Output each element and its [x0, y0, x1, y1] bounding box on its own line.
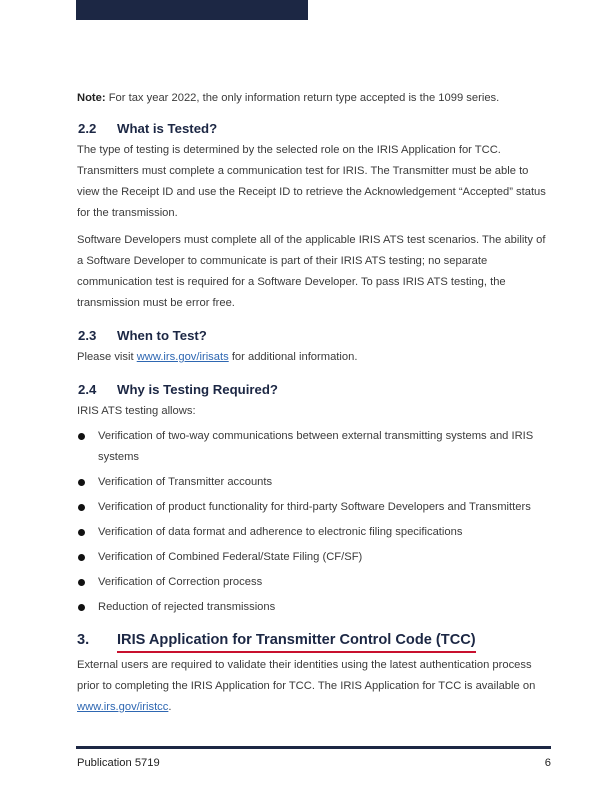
note-label: Note: — [77, 92, 106, 104]
section-2-3-heading — [78, 326, 547, 346]
section-number: 2.3 — [78, 328, 97, 343]
iristcc-link[interactable]: www.irs.gov/iristcc — [77, 701, 169, 713]
section-title: IRIS Application for Transmitter Control Code (TCC) — [117, 630, 476, 653]
section-number: 3. — [77, 632, 90, 648]
section-title: When to Test? — [117, 328, 207, 343]
list-item: Verification of two-way communications between external transmitting systems and IRIS systems — [77, 426, 547, 468]
section-3-paragraph — [77, 655, 547, 718]
section-number: 2.2 — [78, 121, 97, 136]
section-2-2-paragraph-1: The type of testing is determined by the selected role on the IRIS Application for TCC. Transmitters must complete a communication test for IRIS. The Transmitter must be able to view the Receipt ID and use the Receipt ID to retrieve the Acknowledgement “Accepted” status for the transmission. — [77, 144, 546, 219]
list-item: Verification of product functionality for third-party Software Developers and Transmitters — [77, 497, 547, 518]
page-content — [77, 88, 547, 718]
section-title: Why is Testing Required? — [117, 382, 278, 397]
section-number: 2.4 — [78, 382, 97, 397]
section-2-3-paragraph — [77, 347, 547, 368]
section-2-2-heading — [78, 119, 547, 139]
section-3-heading — [77, 630, 547, 653]
section-title: What is Tested? — [117, 121, 218, 136]
list-item: Verification of Combined Federal/State Filing (CF/SF) — [77, 547, 547, 568]
header-bar — [76, 0, 308, 20]
text: for additional information. — [228, 351, 358, 363]
text: External users are required to validate their identities using the latest authentication process prior to completing the IRIS Application for TCC. The IRIS Application for TCC is available on — [77, 659, 536, 692]
list-item: Verification of Correction process — [77, 572, 547, 593]
footer-rule — [76, 746, 551, 749]
testing-benefits-list — [77, 426, 547, 618]
note-text: For tax year 2022, the only information return type accepted is the 1099 series. — [105, 92, 500, 104]
section-2-4-intro: IRIS ATS testing allows: — [77, 405, 196, 417]
text: Please visit — [77, 351, 137, 363]
text: . — [168, 701, 172, 713]
section-2-2-paragraph-2: Software Developers must complete all of the applicable IRIS ATS test scenarios. The ability of a Software Developer to communicate is part of their IRIS ATS testing; no separate communication test is required for a Software Developer. To pass IRIS ATS testing, the transmission must be error free. — [77, 234, 546, 309]
section-2-4-heading — [78, 380, 547, 400]
list-item: Reduction of rejected transmissions — [77, 597, 547, 618]
irisats-link[interactable]: www.irs.gov/irisats — [136, 351, 229, 363]
list-item: Verification of data format and adherence to electronic filing specifications — [77, 522, 547, 543]
publication-label: Publication 5719 — [77, 757, 160, 769]
note-paragraph — [77, 88, 547, 109]
page-number: 6 — [544, 757, 551, 769]
list-item: Verification of Transmitter accounts — [77, 472, 547, 493]
